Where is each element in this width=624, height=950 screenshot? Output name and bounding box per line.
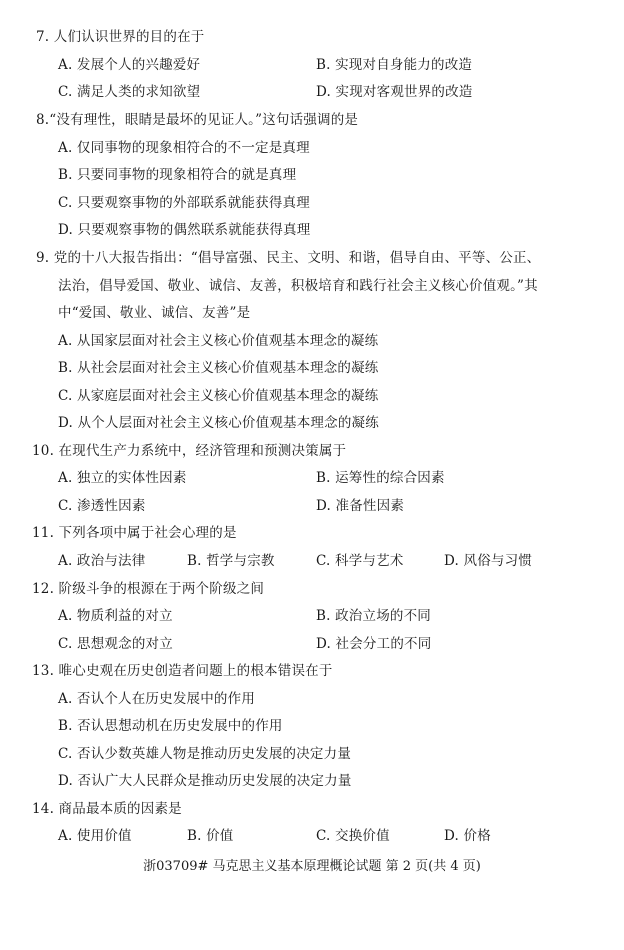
question-7-stem: 7. 人们认识世界的目的在于 bbox=[36, 29, 205, 45]
question-12-option-a: A. 物质利益的对立 bbox=[58, 608, 173, 624]
question-13-option-a: A. 否认个人在历史发展中的作用 bbox=[58, 691, 256, 707]
question-12-option-d: D. 社会分工的不同 bbox=[316, 636, 432, 652]
question-7-option-c: C. 满足人类的求知欲望 bbox=[58, 84, 201, 100]
question-8-option-c: C. 只要观察事物的外部联系就能获得真理 bbox=[58, 195, 310, 211]
question-14-option-c: C. 交换价值 bbox=[316, 828, 390, 844]
question-8-stem: 8.“没有理性，眼睛是最坏的见证人。”这句话强调的是 bbox=[36, 112, 359, 128]
question-10-option-a: A. 独立的实体性因素 bbox=[58, 470, 187, 486]
question-11-stem: 11. 下列各项中属于社会心理的是 bbox=[32, 525, 237, 541]
question-13-stem: 13. 唯心史观在历史创造者问题上的根本错误在于 bbox=[32, 663, 333, 679]
question-11-option-c: C. 科学与艺术 bbox=[316, 553, 404, 569]
question-8-option-a: A. 仅同事物的现象相符合的不一定是真理 bbox=[58, 140, 310, 156]
question-9-option-a: A. 从国家层面对社会主义核心价值观基本理念的凝练 bbox=[58, 333, 379, 349]
question-7-option-d: D. 实现对客观世界的改造 bbox=[316, 84, 473, 100]
question-13-option-b: B. 否认思想动机在历史发展中的作用 bbox=[58, 718, 283, 734]
question-10-option-b: B. 运筹性的综合因素 bbox=[316, 470, 445, 486]
question-10-option-c: C. 渗透性因素 bbox=[58, 498, 146, 514]
question-11-option-a: A. 政治与法律 bbox=[58, 553, 146, 569]
question-14-option-d: D. 价格 bbox=[444, 828, 491, 844]
question-14-stem: 14. 商品最本质的因素是 bbox=[32, 801, 182, 817]
question-14-option-b: B. 价值 bbox=[187, 828, 234, 844]
question-9-stem-line-2: 法治，倡导爱国、敬业、诚信、友善，积极培育和践行社会主义核心价值观。”其 bbox=[58, 278, 538, 294]
question-14-option-a: A. 使用价值 bbox=[58, 828, 132, 844]
question-10-option-d: D. 准备性因素 bbox=[316, 498, 405, 514]
question-8-option-d: D. 只要观察事物的偶然联系就能获得真理 bbox=[58, 222, 311, 238]
question-9-stem-line-1: 9. 党的十八大报告指出：“倡导富强、民主、文明、和谐，倡导自由、平等、公正、 bbox=[36, 250, 541, 266]
question-9-stem-line-3: 中“爱国、敬业、诚信、友善”是 bbox=[58, 305, 251, 321]
question-10-stem: 10. 在现代生产力系统中，经济管理和预测决策属于 bbox=[32, 443, 347, 459]
question-12-option-c: C. 思想观念的对立 bbox=[58, 636, 173, 652]
question-7-option-a: A. 发展个人的兴趣爱好 bbox=[58, 57, 201, 73]
page-footer: 浙03709# 马克思主义基本原理概论试题 第 2 页(共 4 页) bbox=[143, 859, 481, 874]
question-13-option-c: C. 否认少数英雄人物是推动历史发展的决定力量 bbox=[58, 746, 352, 762]
question-9-option-b: B. 从社会层面对社会主义核心价值观基本理念的凝练 bbox=[58, 360, 379, 376]
question-9-option-d: D. 从个人层面对社会主义核心价值观基本理念的凝练 bbox=[58, 415, 379, 431]
question-13-option-d: D. 否认广大人民群众是推动历史发展的决定力量 bbox=[58, 773, 352, 789]
question-7-option-b: B. 实现对自身能力的改造 bbox=[316, 57, 473, 73]
question-12-option-b: B. 政治立场的不同 bbox=[316, 608, 432, 624]
question-11-option-d: D. 风俗与习惯 bbox=[444, 553, 533, 569]
question-8-option-b: B. 只要同事物的现象相符合的就是真理 bbox=[58, 167, 297, 183]
question-12-stem: 12. 阶级斗争的根源在于两个阶级之间 bbox=[32, 581, 265, 597]
question-11-option-b: B. 哲学与宗教 bbox=[187, 553, 275, 569]
question-9-option-c: C. 从家庭层面对社会主义核心价值观基本理念的凝练 bbox=[58, 388, 379, 404]
